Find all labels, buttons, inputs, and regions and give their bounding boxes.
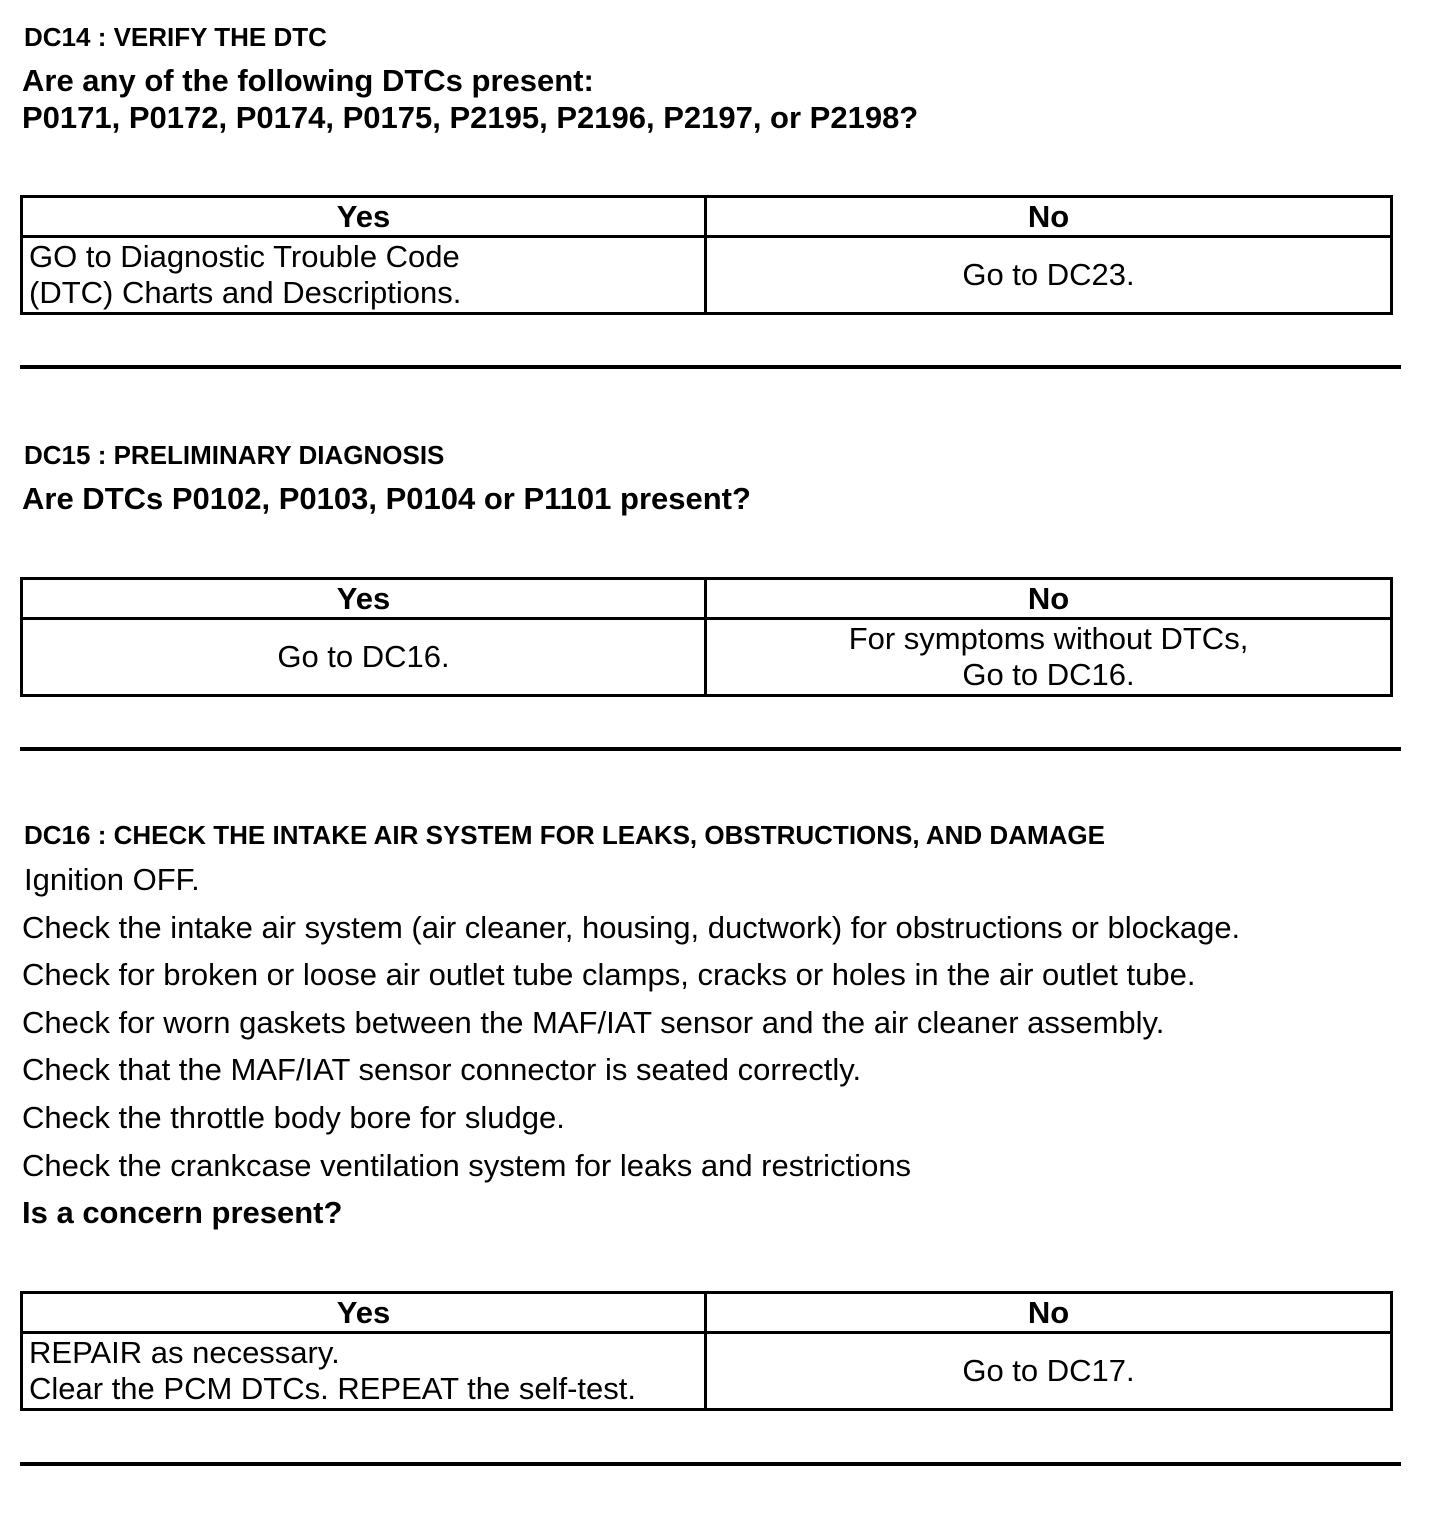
dc15-decision-table bbox=[20, 577, 1393, 697]
dc16-step-3: Check for broken or loose air outlet tube clamps, cracks or holes in the air outlet tube. bbox=[22, 957, 1196, 992]
dc15-yes-line-1: Go to DC16. bbox=[277, 639, 450, 674]
dc16-step-5: Check that the MAF/IAT sensor connector is seated correctly. bbox=[22, 1052, 862, 1087]
dc15-no-action bbox=[706, 619, 1392, 696]
dc16-decision-table bbox=[20, 1291, 1393, 1411]
dc14-question-line-1: Are any of the following DTCs present: bbox=[22, 63, 594, 98]
dc16-yes-action bbox=[22, 1333, 706, 1410]
dc14-no-action bbox=[706, 237, 1392, 314]
dc16-yes-line-1: REPAIR as necessary. bbox=[29, 1335, 340, 1370]
dc15-no-line-1: For symptoms without DTCs, bbox=[848, 621, 1249, 656]
dc16-step-1: Ignition OFF. bbox=[24, 862, 200, 897]
dc16-step-title: DC16 : CHECK THE INTAKE AIR SYSTEM FOR LEAKS, OBSTRUCTIONS, AND DAMAGE bbox=[24, 820, 1105, 850]
dc16-question: Is a concern present? bbox=[22, 1195, 343, 1230]
dc16-step-2: Check the intake air system (air cleaner, housing, ductwork) for obstructions or blockage. bbox=[22, 910, 1241, 945]
dc14-yes-line-1: GO to Diagnostic Trouble Code bbox=[29, 239, 460, 274]
dc15-no-line-2: Go to DC16. bbox=[962, 657, 1135, 692]
dc14-no-line-1: Go to DC23. bbox=[962, 257, 1135, 292]
dc16-no-action bbox=[706, 1333, 1392, 1410]
dc15-question: Are DTCs P0102, P0103, P0104 or P1101 present? bbox=[22, 481, 751, 516]
dc16-step-7: Check the crankcase ventilation system for leaks and restrictions bbox=[22, 1148, 912, 1183]
dc14-decision-table bbox=[20, 195, 1393, 315]
dc16-yes-line-2: Clear the PCM DTCs. REPEAT the self-test. bbox=[29, 1371, 636, 1406]
dc16-step-4: Check for worn gaskets between the MAF/IAT sensor and the air cleaner assembly. bbox=[22, 1005, 1165, 1040]
section-divider bbox=[20, 1462, 1401, 1466]
dc16-yes-header: Yes bbox=[22, 1293, 706, 1333]
dc14-yes-header: Yes bbox=[22, 197, 706, 237]
dc14-question-line-2: P0171, P0172, P0174, P0175, P2195, P2196, P2197, or P2198? bbox=[22, 100, 919, 135]
dc15-no-header: No bbox=[706, 579, 1392, 619]
dc15-step-title: DC15 : PRELIMINARY DIAGNOSIS bbox=[24, 440, 445, 470]
dc15-yes-action bbox=[22, 619, 706, 696]
dc16-no-line-1: Go to DC17. bbox=[962, 1353, 1135, 1388]
dc14-yes-line-2: (DTC) Charts and Descriptions. bbox=[29, 275, 462, 310]
dc14-yes-action bbox=[22, 237, 706, 314]
section-divider bbox=[20, 747, 1401, 751]
dc15-yes-header: Yes bbox=[22, 579, 706, 619]
section-divider bbox=[20, 365, 1401, 369]
dc14-no-header: No bbox=[706, 197, 1392, 237]
dc16-no-header: No bbox=[706, 1293, 1392, 1333]
dc16-step-6: Check the throttle body bore for sludge. bbox=[22, 1100, 565, 1135]
dc14-step-title: DC14 : VERIFY THE DTC bbox=[24, 22, 327, 52]
